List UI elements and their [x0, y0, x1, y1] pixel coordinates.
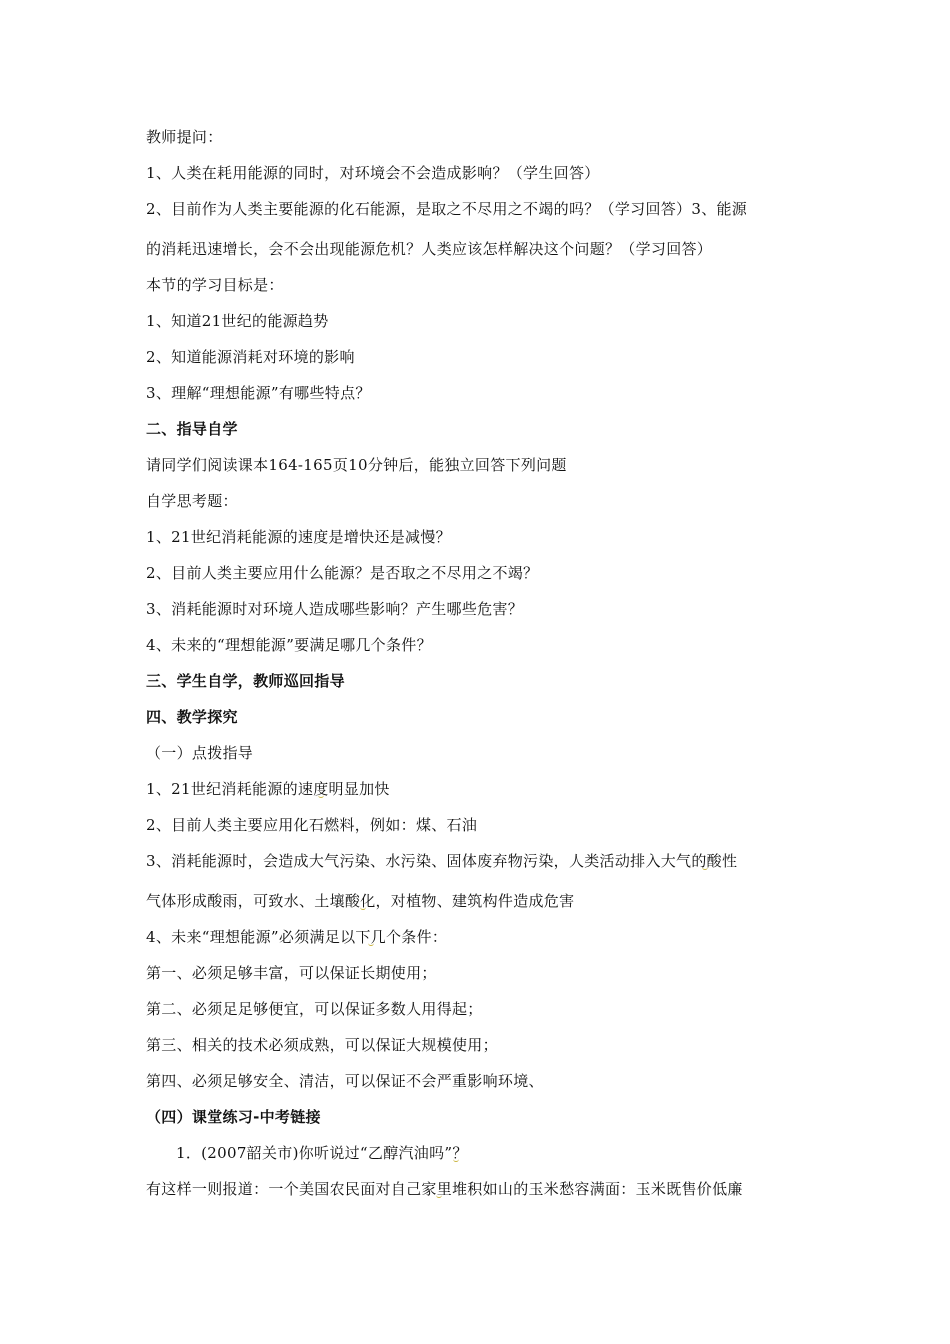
text-line: （一）点拨指导	[146, 744, 254, 762]
text-line: 4、未来“理想能源”必须满足以下几个条件：	[146, 928, 448, 946]
text-line: 3、消耗能源时，会造成大气污染、水污染、固体废弃物污染，人类活动排入大气的酸性	[146, 852, 738, 870]
section-heading: 三、学生自学，教师巡回指导	[146, 672, 345, 690]
text-line: 2、目前人类主要应用什么能源？是否取之不尽用之不竭？	[146, 564, 539, 582]
text-line: 本节的学习目标是：	[146, 276, 284, 294]
text-line: 自学思考题：	[146, 492, 238, 510]
text-line: 有这样一则报道：一个美国农民面对自己家里堆积如山的玉米愁容满面：玉米既售价低廉	[146, 1180, 743, 1198]
text-line: 1、人类在耗用能源的同时，对环境会不会造成影响？（学生回答）	[146, 164, 600, 182]
text-line: 1、21世纪消耗能源的速度是增快还是减慢？	[146, 528, 451, 546]
text-line: 2、目前作为人类主要能源的化石能源，是取之不尽用之不竭的吗？（学习回答）3、能源	[146, 200, 748, 218]
text-line: 的消耗迅速增长，会不会出现能源危机？人类应该怎样解决这个问题？（学习回答）	[146, 240, 713, 258]
text-line: 2、目前人类主要应用化石燃料，例如：煤、石油	[146, 816, 478, 834]
text-line: 3、消耗能源时对环境人造成哪些影响？产生哪些危害？	[146, 600, 524, 618]
text-line: 1、知道21世纪的能源趋势	[146, 312, 329, 330]
text-line: 1、21世纪消耗能源的速度明显加快	[146, 780, 390, 798]
section-heading: 二、指导自学	[146, 420, 238, 438]
text-line: 第四、必须足够安全、清洁，可以保证不会严重影响环境、	[146, 1072, 544, 1090]
text-line: 第三、相关的技术必须成熟，可以保证大规模使用；	[146, 1036, 498, 1054]
text-line: 4、未来的“理想能源”要满足哪几个条件？	[146, 636, 432, 654]
text-line: 第二、必须足足够便宜，可以保证多数人用得起；	[146, 1000, 483, 1018]
text-line: 第一、必须足够丰富，可以保证长期使用；	[146, 964, 437, 982]
text-line: 请同学们阅读课本164-165页10分钟后，能独立回答下列问题	[146, 456, 567, 474]
section-heading: 四、教学探究	[146, 708, 238, 726]
question-line: 1．(2007韶关市)你听说过“乙醇汽油吗”？	[176, 1144, 468, 1162]
text-line: 教师提问：	[146, 128, 223, 146]
text-line: 气体形成酸雨，可致水、土壤酸化，对植物、建筑构件造成危害	[146, 892, 575, 910]
section-heading: （四）课堂练习-中考链接	[146, 1108, 321, 1126]
text-line: 2、知道能源消耗对环境的影响	[146, 348, 355, 366]
text-line: 3、理解“理想能源”有哪些特点？	[146, 384, 371, 402]
